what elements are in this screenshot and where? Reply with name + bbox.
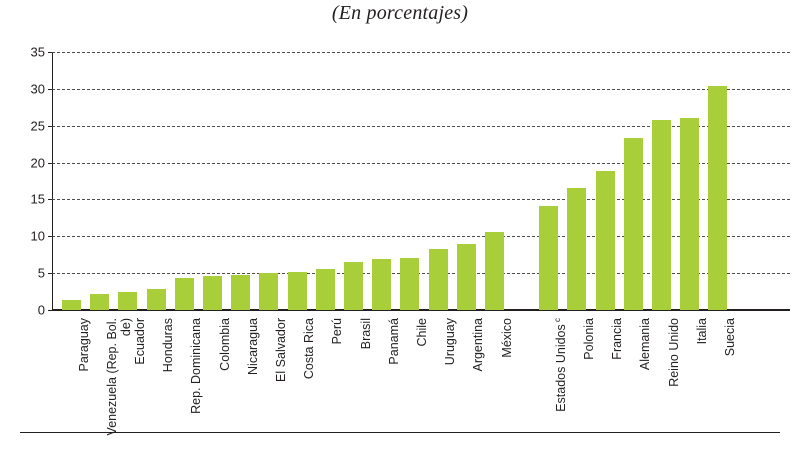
y-axis-tick-mark	[48, 163, 52, 164]
y-axis-tick-label: 35	[30, 44, 45, 60]
bar[interactable]	[259, 273, 278, 310]
x-axis-category-label: Perú	[330, 318, 345, 345]
y-axis-tick-label: 30	[30, 81, 45, 97]
bar[interactable]	[288, 272, 307, 310]
x-axis-category-label: Chile	[414, 318, 429, 347]
bar[interactable]	[372, 259, 391, 310]
x-axis-category-label: Ecuador	[132, 318, 147, 365]
x-axis-category-label: Paraguay	[76, 318, 91, 372]
bar[interactable]	[90, 294, 109, 310]
bar[interactable]	[567, 188, 586, 310]
y-axis-tick-label: 10	[30, 228, 45, 244]
y-axis-tick-label: 0	[37, 302, 45, 318]
x-axis-category-label: Suecia	[722, 318, 737, 357]
x-axis-category-label: Argentina	[471, 318, 486, 372]
bar[interactable]	[457, 244, 476, 310]
x-axis-category-label: Italia	[694, 318, 709, 345]
bar[interactable]	[624, 138, 643, 310]
y-axis-tick-label: 25	[30, 118, 45, 134]
footer-divider	[20, 432, 780, 433]
chart-title: (En porcentajes)	[331, 2, 469, 24]
y-axis-tick-mark	[48, 236, 52, 237]
plot-area	[30, 44, 790, 436]
y-axis-tick-label: 15	[30, 191, 45, 207]
y-axis-tick-mark	[48, 126, 52, 127]
x-axis-category-label: Francia	[610, 318, 625, 360]
y-axis-tick-mark	[48, 52, 52, 53]
bar[interactable]	[203, 276, 222, 310]
x-axis-category-label: Venezuela (Rep. Bol. de)	[104, 318, 133, 436]
gridline	[52, 310, 790, 311]
gridline	[52, 89, 790, 90]
bar[interactable]	[344, 262, 363, 310]
bar[interactable]	[175, 278, 194, 310]
x-axis-category-label: Alemania	[638, 318, 653, 371]
bar[interactable]	[708, 86, 727, 310]
x-axis-category-label: Panamá	[386, 318, 401, 365]
y-axis-tick-mark	[48, 310, 52, 311]
bar[interactable]	[539, 206, 558, 310]
bar[interactable]	[680, 118, 699, 310]
x-axis-category-label: Rep. Dominicana	[189, 318, 204, 414]
bar[interactable]	[400, 258, 419, 310]
bar[interactable]	[118, 292, 137, 310]
y-axis-tick-mark	[48, 89, 52, 90]
bar[interactable]	[316, 269, 335, 310]
x-axis-category-label: Brasil	[358, 318, 373, 350]
bar[interactable]	[596, 171, 615, 310]
x-axis-category-label: El Salvador	[273, 318, 288, 382]
x-axis-category-label: Colombia	[217, 318, 232, 371]
bar[interactable]	[62, 300, 81, 310]
y-axis-tick-mark	[48, 199, 52, 200]
x-axis-category-label: Reino Unido	[666, 318, 681, 387]
bar[interactable]	[147, 289, 166, 310]
bar[interactable]	[429, 249, 448, 310]
y-axis-tick-label: 5	[37, 265, 45, 281]
gridline	[52, 52, 790, 53]
y-axis-tick-mark	[48, 273, 52, 274]
x-axis-category-label: México	[499, 318, 514, 358]
footnote-marker: c	[552, 318, 562, 325]
bar[interactable]	[485, 232, 504, 310]
bar[interactable]	[231, 275, 250, 310]
x-axis-category-label: Uruguay	[443, 318, 458, 366]
x-axis-category-label: Honduras	[161, 318, 176, 373]
x-axis-category-label: Estados Unidos $^c$	[552, 318, 568, 412]
x-axis-category-label: Polonia	[581, 318, 596, 360]
x-axis-category-label: Costa Rica	[302, 318, 317, 380]
bar[interactable]	[652, 120, 671, 310]
x-axis-category-label: Nicaragua	[245, 318, 260, 375]
y-axis-tick-label: 20	[30, 155, 45, 171]
